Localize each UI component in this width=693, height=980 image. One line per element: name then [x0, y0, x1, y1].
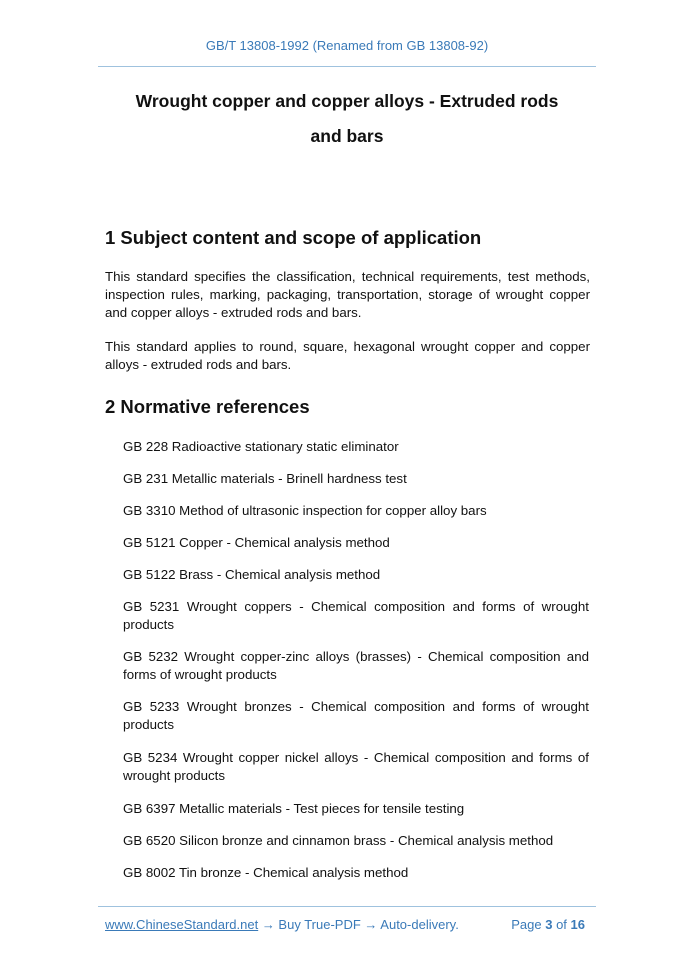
page-total: 16 [570, 917, 585, 932]
reference-item: GB 231 Metallic materials - Brinell hardness test [123, 471, 407, 486]
reference-item: GB 5122 Brass - Chemical analysis method [123, 567, 381, 582]
section-2-heading: 2 Normative references [105, 396, 310, 417]
reference-item: GB 8002 Tin bronze - Chemical analysis method [123, 865, 409, 880]
page-footer [105, 917, 585, 932]
reference-item: GB 6520 Silicon bronze and cinnamon brass - Chemical analysis method [123, 833, 554, 848]
reference-item: GB 5233 Wrought bronzes - Chemical composition and forms of wrought products [123, 699, 589, 732]
section-1-heading: 1 Subject content and scope of application [105, 227, 482, 248]
footer-divider [98, 906, 596, 907]
running-header: GB/T 13808-1992 (Renamed from GB 13808-92) [205, 38, 489, 53]
reference-item: GB 5231 Wrought coppers - Chemical composition and forms of wrought products [123, 599, 589, 632]
website-link[interactable]: www.ChineseStandard.net [105, 917, 259, 932]
reference-item: GB 3310 Method of ultrasonic inspection for copper alloy bars [123, 503, 487, 518]
document-title-line1: Wrought copper and copper alloys - Extruded rods [135, 91, 559, 111]
page-current: 3 [545, 917, 553, 932]
header-divider [98, 66, 596, 67]
reference-item: GB 5121 Copper - Chemical analysis method [123, 535, 390, 550]
page-label: Page [511, 917, 542, 932]
reference-item: GB 5234 Wrought copper nickel alloys - Chemical composition and forms of wrought products [123, 750, 589, 783]
reference-item: GB 6397 Metallic materials - Test pieces for tensile testing [123, 801, 465, 816]
promo-text: → Buy True-PDF → Auto-delivery. [258, 917, 459, 932]
page-indicator [511, 917, 585, 932]
reference-item: GB 228 Radioactive stationary static eliminator [123, 439, 399, 454]
section-1-paragraph: This standard specifies the classification, technical requirements, test methods, inspection rules, marking, packaging, transportation, storage of wrought copper and copper alloys - extruded rods and bars. [105, 269, 590, 320]
section-1-paragraph: This standard applies to round, square, hexagonal wrought copper and copper alloys - extruded rods and bars. [105, 339, 590, 372]
document-title-line2: and bars [310, 126, 384, 146]
page-of-label: of [556, 917, 567, 932]
reference-item: GB 5232 Wrought copper-zinc alloys (brasses) - Chemical composition and forms of wrought products [123, 649, 589, 682]
